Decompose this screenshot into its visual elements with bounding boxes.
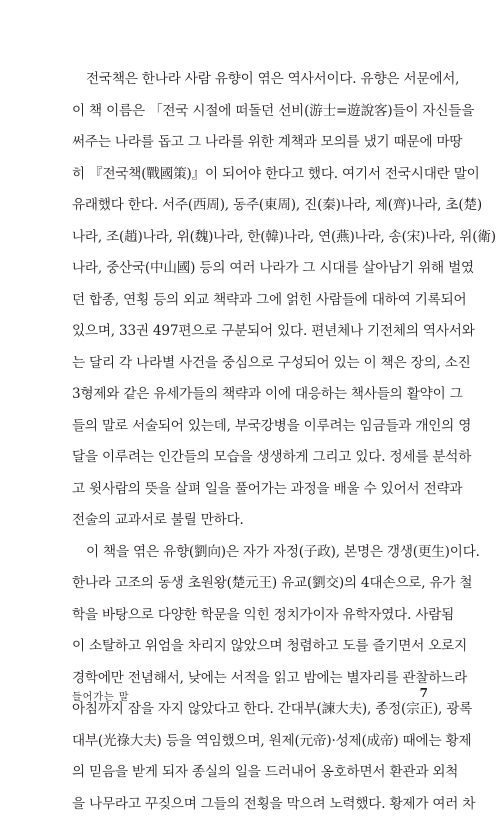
text-line: 을 나무라고 꾸짖으며 그들의 전횡을 막으려 노력했다. 황제가 여러 차 [72,789,428,820]
text-line: 고 윗사람의 뜻을 살펴 일을 풀어가는 과정을 배울 수 있어서 전략과 [72,474,428,506]
text-line: 써주는 나라를 돕고 그 나라를 위한 계책과 모의를 냈기 때문에 마땅 [72,127,428,159]
text-line: 아침까지 잠을 자지 않았다고 한다. 간대부(諫大夫), 종정(宗正), 광록 [72,694,428,726]
text-line: 이 소탈하고 위엄을 차리지 않았으며 청렴하고 도를 즐기면서 오로지 [72,631,428,663]
text-line: 는 달리 각 나라별 사건을 중심으로 구성되어 있는 이 책은 장의, 소진 [72,348,428,380]
text-line: 전국책은 한나라 사람 유향이 엮은 역사서이다. 유향은 서문에서, [72,64,428,96]
text-line: 던 합종, 연횡 등의 외교 책략과 그에 얽힌 사람들에 대하여 기록되어 [72,285,428,317]
text-line: 대부(光祿大夫) 등을 역임했으며, 원제(元帝)·성제(成帝) 때에는 황제 [72,726,428,758]
text-line: 이 책을 엮은 유향(劉向)은 자가 자정(子政), 본명은 갱생(更生)이다. [72,537,428,569]
text-line: 히 『전국책(戰國策)』이 되어야 한다고 했다. 여기서 전국시대란 말이 [72,159,428,191]
text-line: 경학에만 전념해서, 낮에는 서적을 읽고 밤에는 별자리를 관찰하느라 [72,663,428,695]
text-line: 달을 이루려는 인간들의 모습을 생생하게 그리고 있다. 정세를 분석하 [72,442,428,474]
text-line: 나라, 조(趙)나라, 위(魏)나라, 한(韓)나라, 연(燕)나라, 송(宋)나라, 위(衛) [72,222,428,254]
text-line: 전술의 교과서로 불릴 만하다. [72,505,428,537]
body-text [72,64,428,820]
text-line: 유래했다 한다. 서주(西周), 동주(東周), 진(秦)나라, 제(齊)나라, 초(楚) [72,190,428,222]
text-line: 들의 말로 서술되어 있는데, 부국강병을 이루려는 임금들과 개인의 영 [72,411,428,443]
text-line: 의 믿음을 받게 되자 종실의 일을 드러내어 옹호하면서 환관과 외척 [72,757,428,789]
text-line: 한나라 고조의 동생 초원왕(楚元王) 유교(劉交)의 4대손으로, 유가 철 [72,568,428,600]
text-line: 학을 바탕으로 다양한 학문을 익힌 정치가이자 유학자였다. 사람됨 [72,600,428,632]
running-head: 들어가는 말 [72,688,129,703]
text-line: 나라, 중산국(中山國) 등의 여러 나라가 그 시대를 살아남기 위해 벌였 [72,253,428,285]
page-number: 7 [420,686,428,700]
page-footer [72,686,428,704]
text-line: 3형제와 같은 유세가들의 책략과 이에 대응하는 책사들의 활약이 그 [72,379,428,411]
text-line: 이 책 이름은 「전국 시절에 떠돌던 선비(游士=遊說客)들이 자신들을 [72,96,428,128]
text-line: 있으며, 33권 497편으로 구분되어 있다. 편년체나 기전체의 역사서와 [72,316,428,348]
